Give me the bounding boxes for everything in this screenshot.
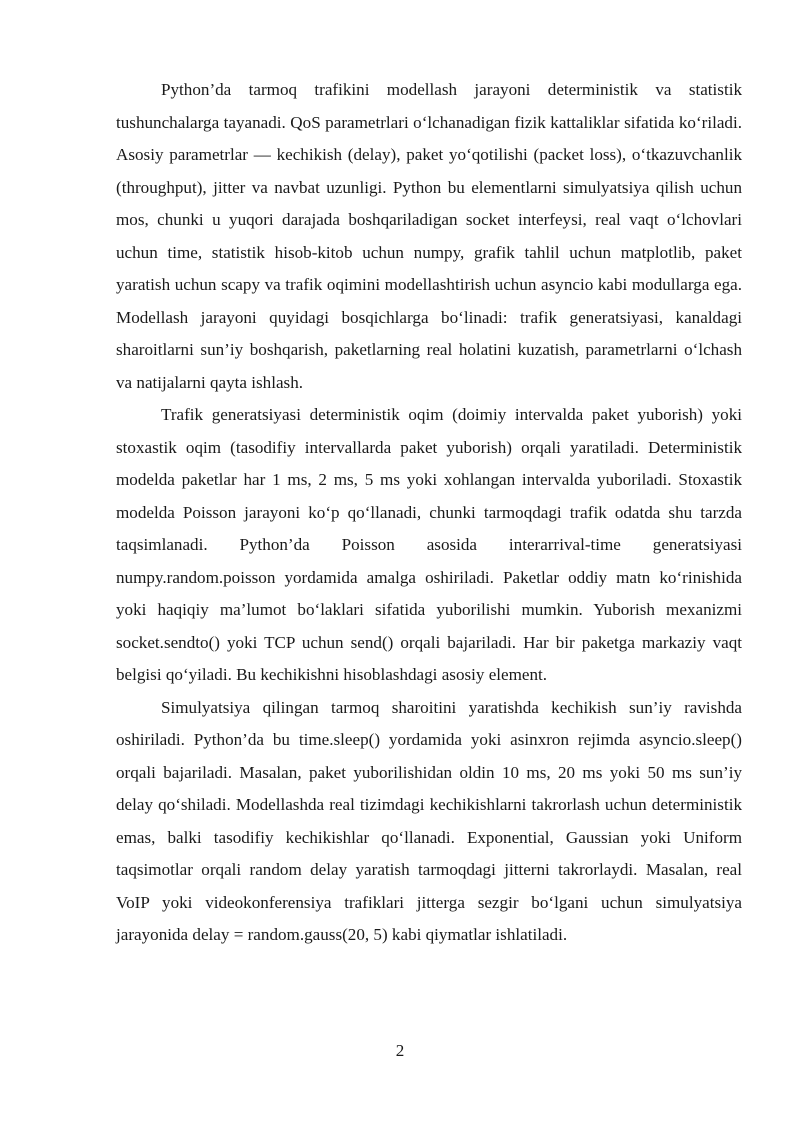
page-number: 2 [395, 1041, 405, 1060]
paragraph-delay-simulation: Simulyatsiya qilingan tarmoq sharoitini yaratishda kechikish sun’iy ravishda oshiriladi. Python’da bu time.sleep() yordamida yoki asinxron rejimda asyncio.sleep() orqali bajariladi. Masalan, paket yuborilishidan oldin 10 ms, 20 ms yoki 50 ms sun’iy delay qo‘shiladi. Modellashda real tizimdagi kechikishlarni takrorlash uchun deterministik emas, balki tasodifiy kechikishlar qo‘llanadi. Exponential, Gaussian yoki Uniform taqsimotlar orqali random delay yaratish tarmoqdagi jitterni takrorlaydi. Masalan, real VoIP yoki videokonferensiya trafiklari jitterga sezgir bo‘lgani uchun simulyatsiya jarayonida delay = random.gauss(20, 5) kabi qiymatlar ishlatiladi. [116, 697, 742, 944]
page-body [116, 74, 742, 952]
paragraph-modelling-overview: Python’da tarmoq trafikini modellash jarayoni deterministik va statistik tushunchalarga tayanadi. QoS parametrlari o‘lchanadigan fizik kattaliklar sifatida ko‘riladi. Asosiy parametrlar — kechikish (delay), paket yo‘qotilishi (packet loss), o‘tkazuvchanlik (throughput), jitter va navbat uzunligi. Python bu elementlarni simulyatsiya qilish uchun mos, chunki u yuqori darajada boshqariladigan socket interfeysi, real vaqt o‘lchovlari uchun time, statistik hisob-kitob uchun numpy, grafik tahlil uchun matplotlib, paket yaratish uchun scapy va trafik oqimini modellashtirish uchun asyncio kabi modullarga ega. Modellash jarayoni quyidagi bosqichlarga bo‘linadi: trafik generatsiyasi, kanaldagi sharoitlarni sun’iy boshqarish, paketlarning real holatini kuzatish, parametrlarni o‘lchash va natijalarni qayta ishlash. [116, 80, 742, 392]
paragraph-traffic-generation: Trafik generatsiyasi deterministik oqim (doimiy intervalda paket yuborish) yoki stoxastik oqim (tasodifiy intervallarda paket yuborish) orqali yaratiladi. Deterministik modelda paketlar har 1 ms, 2 ms, 5 ms yoki xohlangan intervalda yuboriladi. Stoxastik modelda Poisson jarayoni ko‘p qo‘llanadi, chunki tarmoqdagi trafik odatda shu tarzda taqsimlanadi. Python’da Poisson asosida interarrival-time generatsiyasi numpy.random.poisson yordamida amalga oshiriladi. Paketlar oddiy matn ko‘rinishida yoki haqiqiy ma’lumot bo‘laklari sifatida yuborilishi mumkin. Yuborish mexanizmi socket.sendto() yoki TCP uchun send() orqali bajariladi. Har bir paketga markaziy vaqt belgisi qo‘yiladi. Bu kechikishni hisoblashdagi asosiy element. [116, 405, 742, 684]
